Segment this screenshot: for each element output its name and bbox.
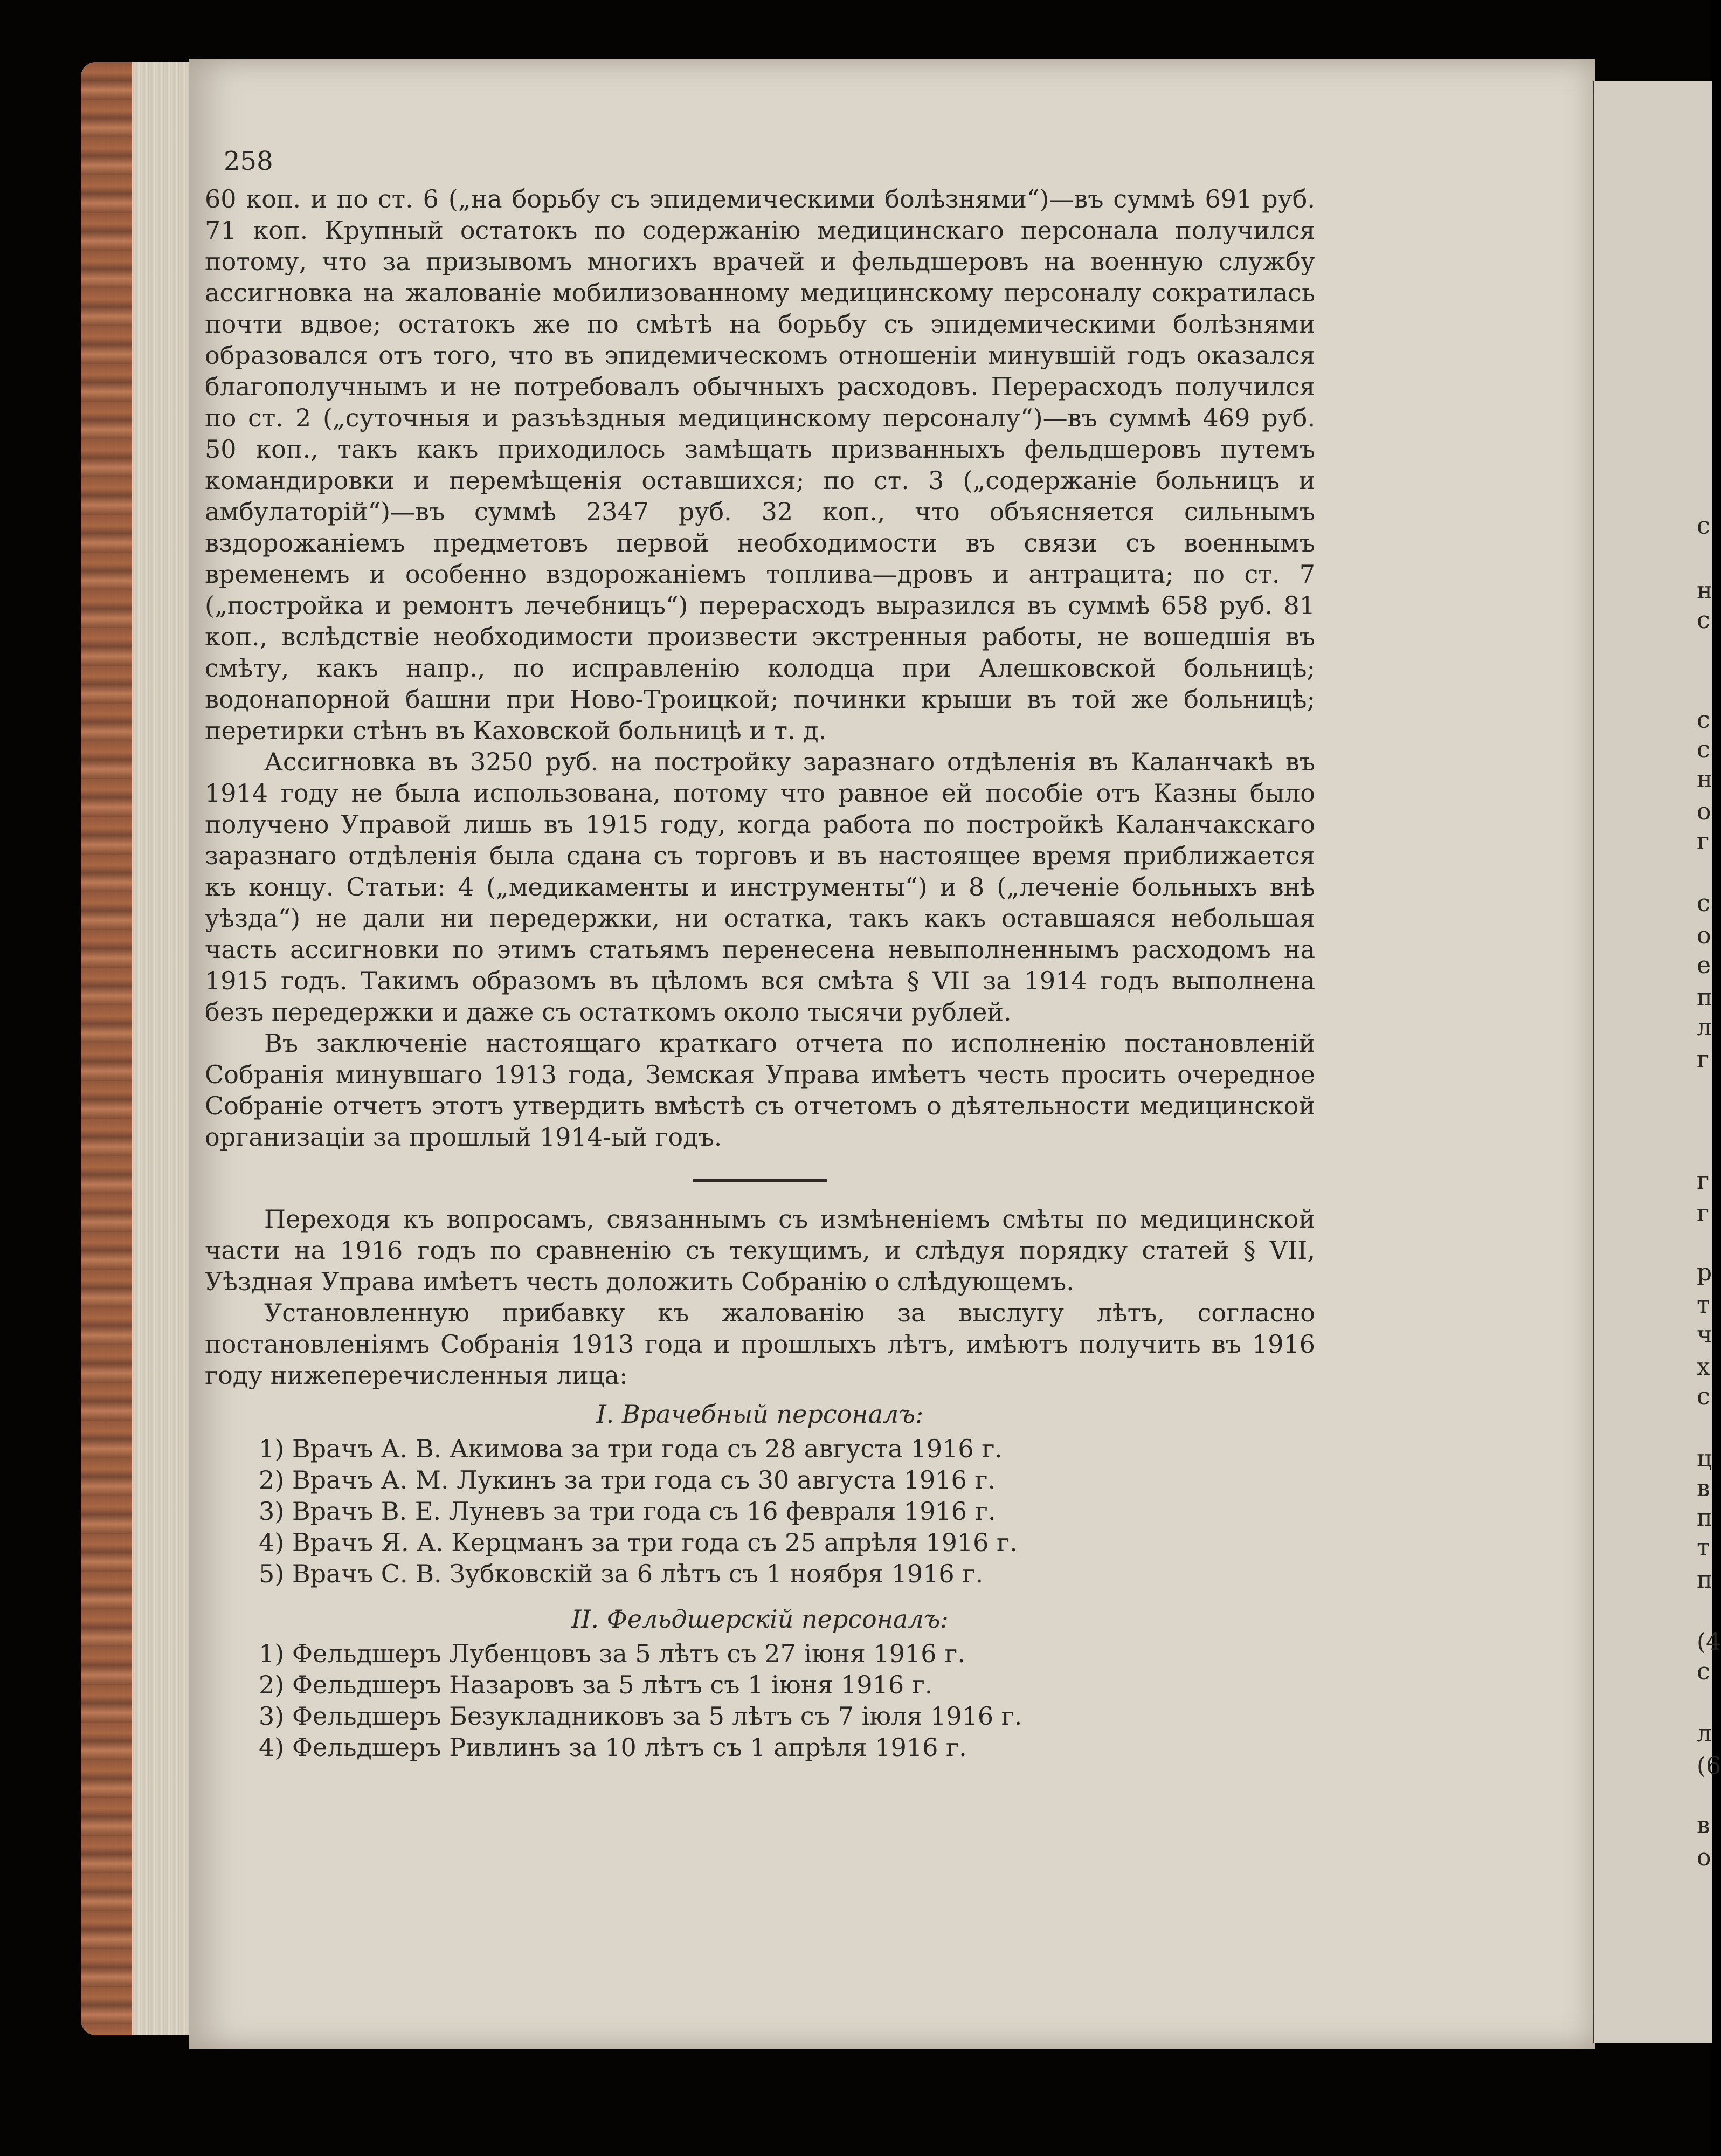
- edge-letter: о: [1697, 922, 1711, 949]
- edge-letter: л: [1697, 1014, 1712, 1041]
- edge-letter: г: [1697, 1200, 1710, 1227]
- edge-letter: п: [1697, 1504, 1713, 1532]
- edge-letter: с: [1697, 736, 1710, 763]
- edge-letter: п: [1697, 1566, 1713, 1594]
- paragraph: Въ заключеніе настоящаго краткаго отчета по исполненію постановленій Собранія минувшаго 1913 года, Земская Управа имѣетъ честь просить очередное Собраніе отчетъ этотъ утвердить вмѣстѣ съ отчетомъ о дѣятельности медицинской организаціи за прошлый 1914-ый годъ.: [205, 1029, 1315, 1152]
- edge-letter: х: [1697, 1353, 1710, 1381]
- section-heading-medical: I. Врачебный персоналъ:: [596, 1400, 924, 1429]
- page-text: [205, 146, 1315, 1763]
- edge-letter: (4: [1697, 1628, 1721, 1656]
- edge-letter: с: [1697, 1383, 1710, 1410]
- edge-letter: в: [1697, 1475, 1710, 1502]
- paragraph: Переходя къ вопросамъ, связаннымъ съ измѣненіемъ смѣты по медицинской части на 1916 годъ по сравненію съ текущимъ, и слѣдуя порядку статей § VII, Уѣздная Управа имѣетъ честь доложить Собранію о слѣдующемъ.: [205, 1204, 1315, 1296]
- edge-letter: р: [1697, 1259, 1712, 1286]
- edge-letter: г: [1697, 1046, 1710, 1073]
- list-item: 2) Врачъ А. М. Лукинъ за три года съ 30 августа 1916 г.: [259, 1465, 996, 1494]
- edge-letter: г: [1697, 1167, 1710, 1195]
- list-item: 1) Врачъ А. В. Акимова за три года съ 28 августа 1916 г.: [259, 1434, 1003, 1463]
- paragraph: Ассигновка въ 3250 руб. на постройку заразнаго отдѣленія въ Каланчакѣ въ 1914 году не была использована, потому что равное ей пособіе отъ Казны было получено Управой лишь въ 1915 году, когда работа по постройкѣ Каланчакскаго заразнаго отдѣленія была сдана съ торговъ и въ настоящее время приближается къ концу. Статьи: 4 („медикаменты и инструменты“) и 8 („леченіе больныхъ внѣ уѣзда“) не дали ни передержки, ни остатка, такъ какъ оставшаяся небольшая часть ассигновки по этимъ статьямъ перенесена невыполненнымъ расходомъ на 1915 годъ. Такимъ образомъ въ цѣломъ вся смѣта § VII за 1914 годъ выполнена безъ передержки и даже съ остаткомъ около тысячи рублей.: [205, 747, 1315, 1027]
- edge-letter: п: [1697, 984, 1713, 1011]
- edge-letter: в: [1697, 1811, 1710, 1839]
- edge-letter: с: [1697, 890, 1710, 917]
- paragraph: 60 коп. и по ст. 6 („на борьбу съ эпидемическими болѣзнями“)—въ суммѣ 691 руб. 71 коп. Крупный остатокъ по содержанію медицинскаго персонала получился потому, что за призывомъ многихъ врачей и фельдшеровъ на военную службу ассигновка на жалованіе мобилизованному медицинскому персоналу сократилась почти вдвое; остатокъ же по смѣтѣ на борьбу съ эпидемическими болѣзнями образовался отъ того, что въ эпидемическомъ отношеніи минувшій годъ оказался благополучнымъ и не потребовалъ обычныхъ расходовъ. Перерасходъ получился по ст. 2 („суточныя и разъѣздныя медицинскому персоналу“)—въ суммѣ 469 руб. 50 коп., такъ какъ приходилось замѣщать призванныхъ фельдшеровъ путемъ командировки и перемѣщенія оставшихся; по ст. 3 („содержаніе больницъ и амбулаторій“)—въ суммѣ 2347 руб. 32 коп., что объясняется сильнымъ вздорожаніемъ предметовъ первой необходимости въ связи съ военнымъ временемъ и особенно вздорожаніемъ топлива—дровъ и антрацита; по ст. 7 („постройка и ремонтъ лечебницъ“) перерасходъ выразился въ суммѣ 658 руб. 81 коп., вслѣдствіе необходимости произвести экстренныя работы, не вошедшія въ смѣту, какъ напр., по исправленію колодца при Алешковской больницѣ; водонапорной башни при Ново-Троицкой; починки крыши въ той же больницѣ; перетирки стѣнъ въ Каховской больницѣ и т. д.: [205, 184, 1315, 745]
- edge-letter: н: [1697, 766, 1713, 793]
- medical-staff-list: [205, 1433, 1315, 1589]
- edge-letter: ц: [1697, 1445, 1712, 1472]
- list-item: 3) Врачъ В. Е. Луневъ за три года съ 16 февраля 1916 г.: [259, 1497, 996, 1526]
- edge-letter: с: [1697, 706, 1710, 734]
- edge-letter: г: [1697, 828, 1710, 855]
- edge-letter: (6: [1697, 1752, 1721, 1780]
- edge-letter: о: [1697, 1844, 1711, 1871]
- paragraph: Установленную прибавку къ жалованію за выслугу лѣтъ, согласно постановленіямъ Собранія 1913 года и прошлыхъ лѣтъ, имѣютъ получить въ 1916 году нижеперечисленныя лица:: [205, 1298, 1315, 1390]
- list-item: 3) Фельдшеръ Безукладниковъ за 5 лѣтъ съ 7 іюля 1916 г.: [259, 1702, 1022, 1731]
- section-heading-feldsher: II. Фельдшерскій персоналъ:: [571, 1604, 949, 1634]
- edge-letter: т: [1697, 1291, 1710, 1319]
- edge-letter: т: [1697, 1534, 1710, 1561]
- edge-letter: л: [1697, 1720, 1712, 1747]
- next-page-edge: [1593, 81, 1712, 2043]
- list-item: 4) Фельдшеръ Ривлинъ за 10 лѣтъ съ 1 апрѣля 1916 г.: [259, 1733, 967, 1762]
- feldsher-staff-list: [205, 1638, 1315, 1763]
- list-item: 1) Фельдшеръ Лубенцовъ за 5 лѣтъ съ 27 іюня 1916 г.: [259, 1639, 965, 1668]
- list-item: 4) Врачъ Я. А. Керцманъ за три года съ 25 апрѣля 1916 г.: [259, 1528, 1018, 1557]
- page-number: 258: [224, 146, 273, 176]
- section-divider: [693, 1179, 827, 1182]
- edge-letter: с: [1697, 607, 1710, 634]
- edge-letter: н: [1697, 577, 1713, 604]
- list-item: 5) Врачъ С. В. Зубковскій за 6 лѣтъ съ 1 ноября 1916 г.: [259, 1559, 983, 1588]
- edge-letter: с: [1697, 1658, 1710, 1685]
- edge-letter: е: [1697, 952, 1711, 979]
- edge-letter: о: [1697, 798, 1711, 825]
- edge-letter: с: [1697, 512, 1710, 540]
- list-item: 2) Фельдшеръ Назаровъ за 5 лѣтъ съ 1 іюня 1916 г.: [259, 1670, 933, 1699]
- edge-letter: ч: [1697, 1321, 1713, 1348]
